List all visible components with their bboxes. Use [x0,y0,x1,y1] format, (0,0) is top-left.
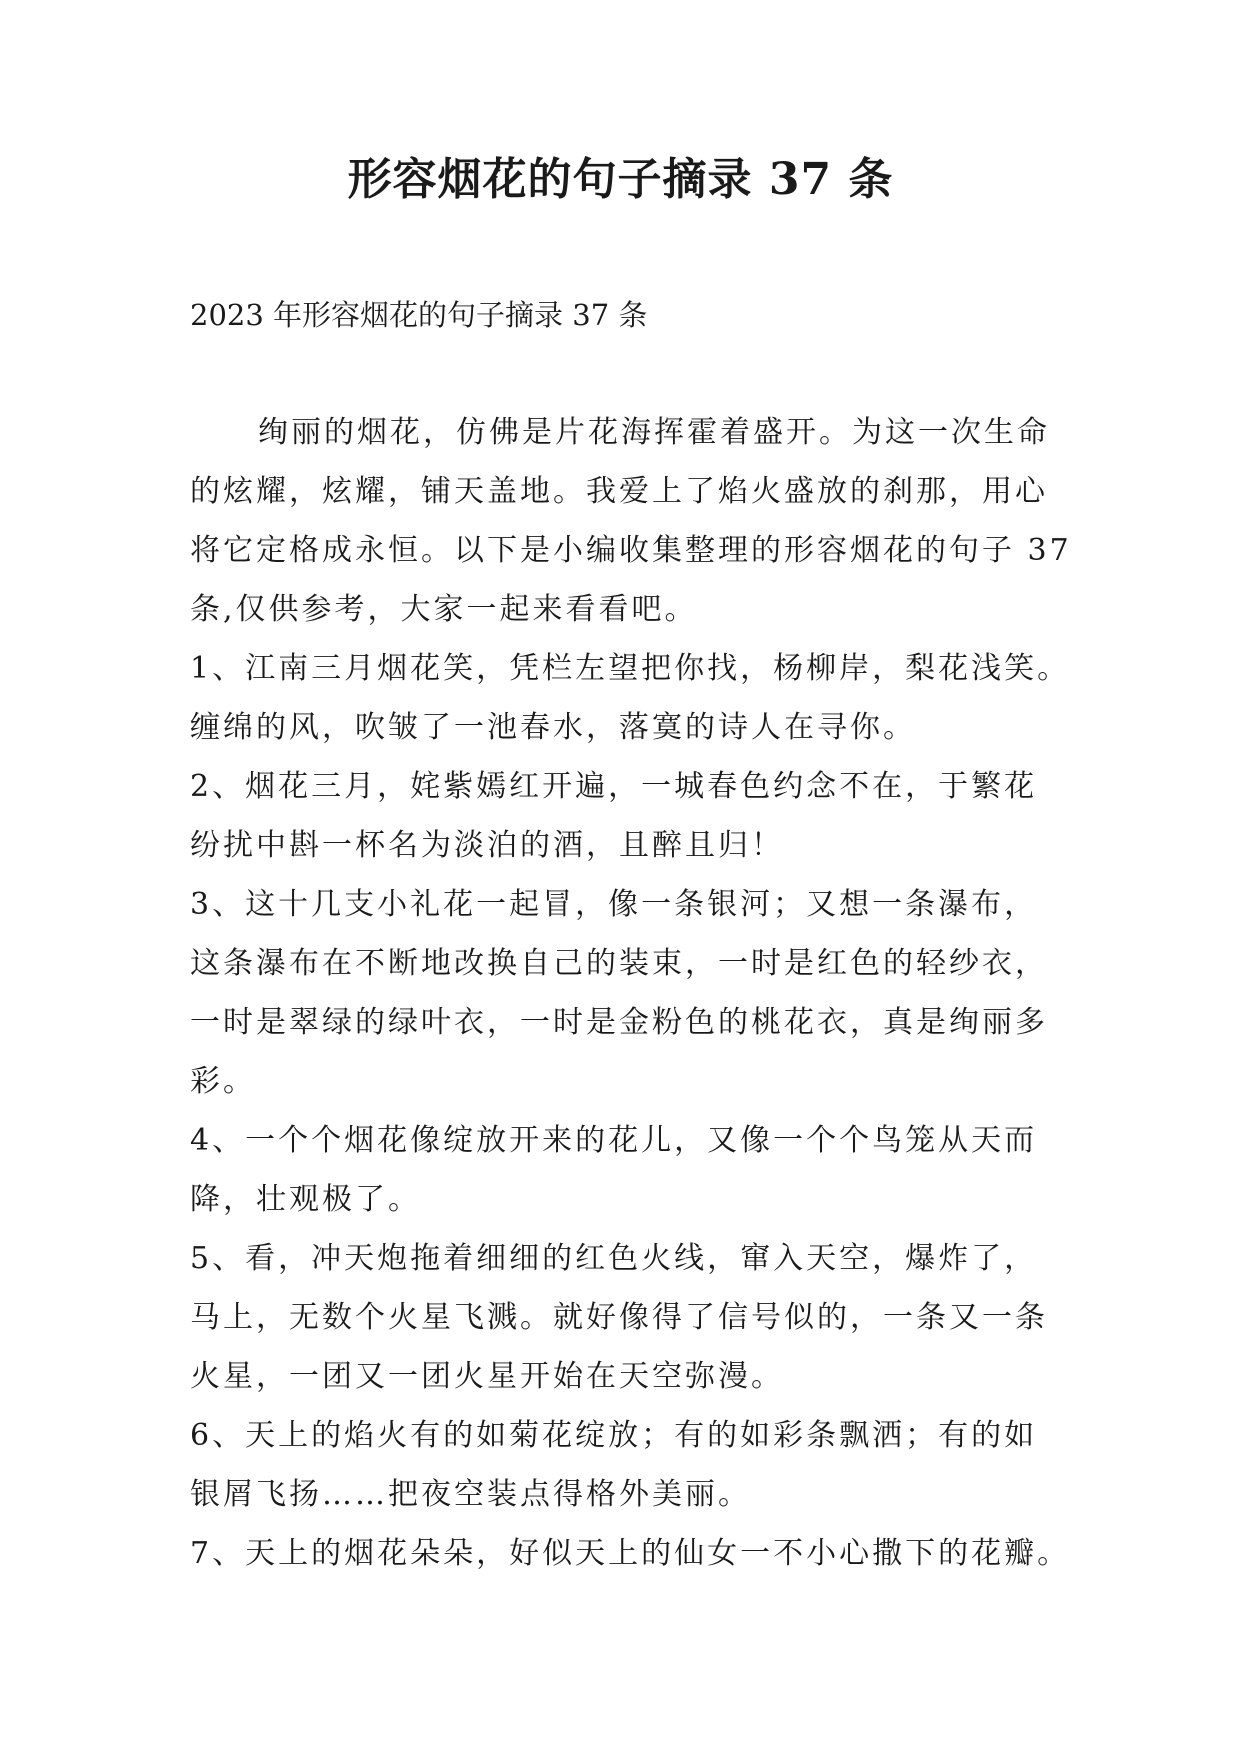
body-line: 3、这十几支小礼花一起冒，像一条银河；又想一条瀑布， [190,887,1038,922]
body-line: 5、看，冲天炮拖着细细的红色火线，窜入天空，爆炸了， [190,1241,1038,1276]
body-line: 7、天上的烟花朵朵，好似天上的仙女一不小心撒下的花瓣。 [190,1536,1071,1571]
document-body [190,403,1070,1583]
body-line: 1、江南三月烟花笑，凭栏左望把你找，杨柳岸，梨花浅笑。 [190,651,1071,686]
body-line: 条,仅供参考，大家一起来看看吧。 [190,592,698,627]
body-line: 6、天上的焰火有的如菊花绽放；有的如彩条飘洒；有的如 [190,1418,1038,1453]
body-line: 一时是翠绿的绿叶衣，一时是金粉色的桃花衣，真是绚丽多 [190,1005,1048,1040]
body-line: 4、一个个烟花像绽放开来的花儿，又像一个个鸟笼从天而 [190,1123,1038,1158]
body-line: 火星，一团又一团火星开始在天空弥漫。 [190,1359,784,1394]
document-subtitle: 2023 年形容烟花的句子摘录 37 条 [190,298,648,332]
body-line: 马上，无数个火星飞溅。就好像得了信号似的，一条又一条 [190,1300,1048,1335]
body-line: 这条瀑布在不断地改换自己的装束，一时是红色的轻纱衣， [190,946,1048,981]
body-line: 将它定格成永恒。以下是小编收集整理的形容烟花的句子 37 [190,533,1072,568]
body-line: 绚丽的烟花，仿佛是片花海挥霍着盛开。为这一次生命 [258,415,1050,450]
body-line: 降，壮观极了。 [190,1182,421,1217]
body-line: 纷扰中斟一杯名为淡泊的酒，且醉且归！ [190,828,784,863]
body-line: 彩。 [190,1064,256,1099]
body-line: 的炫耀，炫耀，铺天盖地。我爱上了焰火盛放的刹那，用心 [190,474,1048,509]
body-line: 银屑飞扬……把夜空装点得格外美丽。 [190,1477,751,1512]
document-title: 形容烟花的句子摘录 37 条 [347,154,894,205]
body-line: 2、烟花三月，姹紫嫣红开遍，一城春色约念不在，于繁花 [190,769,1038,804]
body-line: 缠绵的风，吹皱了一池春水，落寞的诗人在寻你。 [190,710,916,745]
